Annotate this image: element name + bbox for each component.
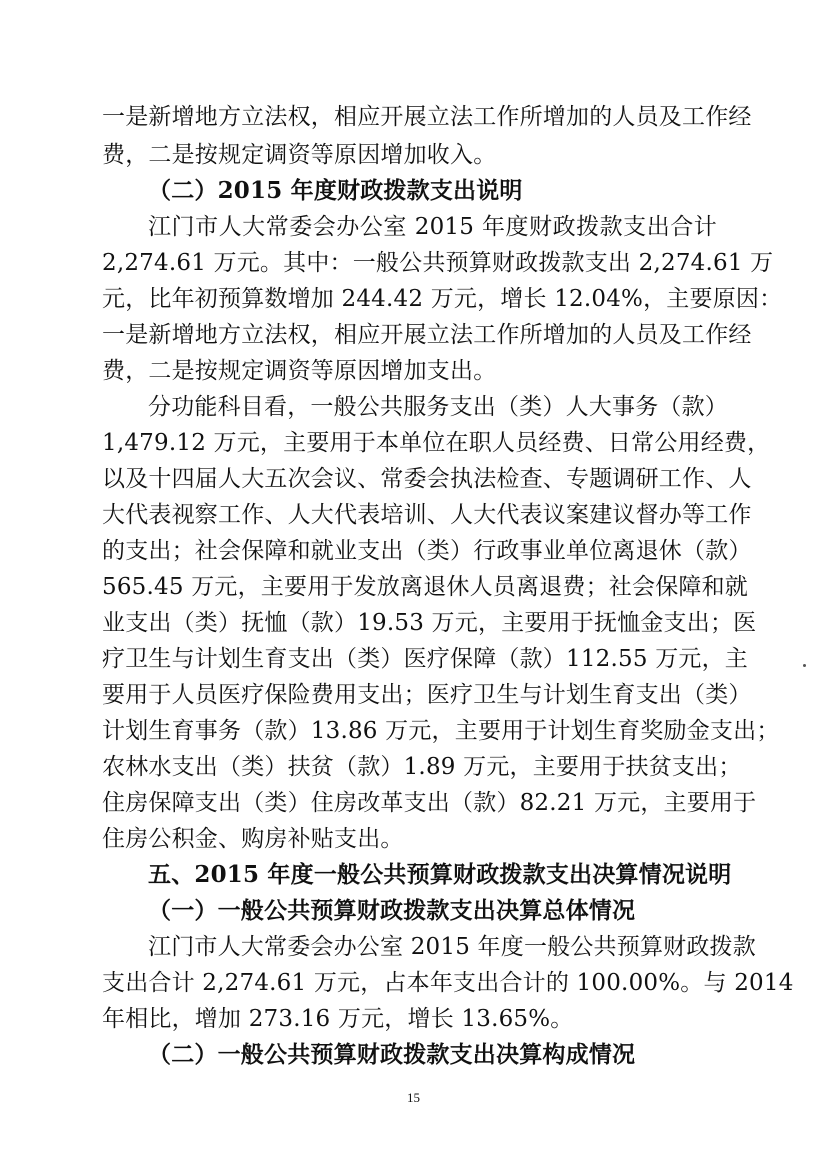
- paragraph-line: 2,274.61 万元。其中：一般公共预算财政拨款支出 2,274.61 万: [102, 250, 774, 276]
- paragraph-line: 元，比年初预算数增加 244.42 万元，增长 12.04%，主要原因：: [102, 286, 783, 312]
- paragraph-line: 一是新增地方立法权，相应开展立法工作所增加的人员及工作经: [102, 322, 752, 348]
- section-heading: （一）一般公共预算财政拨款支出决算总体情况: [148, 897, 636, 924]
- page-number: 15: [407, 1090, 420, 1105]
- chapter-heading: 五、2015 年度一般公共预算财政拨款支出决算情况说明: [148, 861, 732, 888]
- scan-speck: [803, 664, 806, 667]
- paragraph-line: 农林水支出（类）扶贫（款）1.89 万元，主要用于扶贫支出；: [102, 754, 742, 780]
- paragraph-line: 的支出；社会保障和就业支出（类）行政事业单位离退休（款）: [102, 538, 752, 564]
- paragraph-line: 大代表视察工作、人大代表培训、人大代表议案建议督办等工作: [102, 502, 752, 528]
- paragraph-line: 年相比，增加 273.16 万元，增长 13.65%。: [102, 1006, 574, 1032]
- paragraph-line: 一是新增地方立法权，相应开展立法工作所增加的人员及工作经: [102, 104, 752, 130]
- paragraph-line: 江门市人大常委会办公室 2015 年度一般公共预算财政拨款: [148, 934, 756, 960]
- paragraph-line: 费，二是按规定调资等原因增加支出。: [102, 358, 497, 384]
- paragraph-line: 1,479.12 万元，主要用于本单位在职人员经费、日常公用经费，: [102, 430, 771, 456]
- paragraph-line: 要用于人员医疗保险费用支出；医疗卫生与计划生育支出（类）: [102, 682, 752, 708]
- paragraph-line: 业支出（类）抚恤（款）19.53 万元，主要用于抚恤金支出；医: [102, 610, 757, 636]
- section-heading: （二）一般公共预算财政拨款支出决算构成情况: [148, 1041, 636, 1068]
- paragraph-line: 住房保障支出（类）住房改革支出（款）82.21 万元，主要用于: [102, 790, 757, 816]
- paragraph-line: 565.45 万元，主要用于发放离退休人员离退费；社会保障和就: [102, 574, 748, 600]
- paragraph-line: 住房公积金、购房补贴支出。: [102, 826, 404, 852]
- section-heading: （二）2015 年度财政拨款支出说明: [148, 177, 523, 204]
- paragraph-line: 江门市人大常委会办公室 2015 年度财政拨款支出合计: [148, 214, 717, 240]
- paragraph-line: 疗卫生与计划生育支出（类）医疗保障（款）112.55 万元，主: [102, 646, 748, 672]
- paragraph-line: 费，二是按规定调资等原因增加收入。: [102, 142, 497, 168]
- paragraph-line: 分功能科目看，一般公共服务支出（类）人大事务（款）: [148, 394, 728, 420]
- paragraph-line: 计划生育事务（款）13.86 万元，主要用于计划生育奖励金支出；: [102, 718, 780, 744]
- paragraph-line: 支出合计 2,274.61 万元，占本年支出合计的 100.00%。与 2014: [102, 970, 794, 996]
- paragraph-line: 以及十四届人大五次会议、常委会执法检查、专题调研工作、人: [102, 466, 752, 492]
